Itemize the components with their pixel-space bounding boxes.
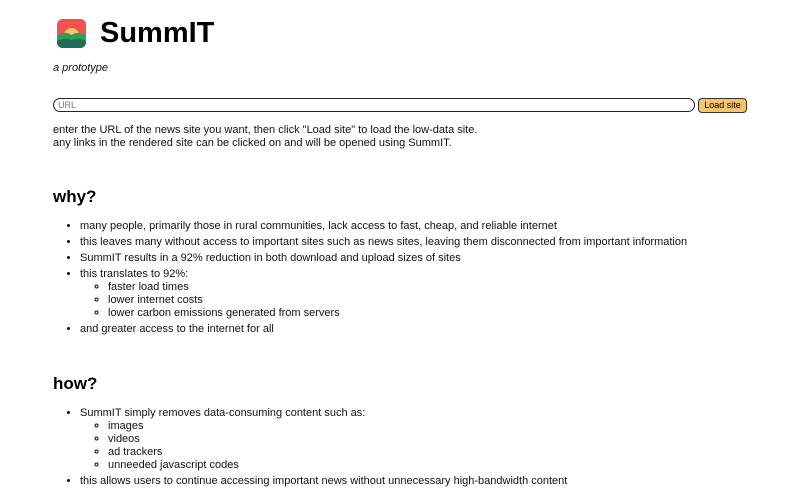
- instruction-line: enter the URL of the news site you want, then click "Load site" to load the low-data site.: [53, 124, 478, 136]
- how-sublist: [80, 420, 567, 472]
- why-sublist: [80, 281, 687, 320]
- sublist-item: ◦ ad trackers: [108, 446, 567, 459]
- why-list: [53, 220, 687, 339]
- list-item: • this allows users to continue accessing important news without unnecessary high-bandwidth content: [80, 475, 567, 488]
- how-heading: how?: [53, 374, 98, 393]
- sublist-item: ◦ lower carbon emissions generated from servers: [108, 307, 687, 320]
- sublist-item: ◦ unneeded javascript codes: [108, 459, 567, 472]
- list-item: • and greater access to the internet for all: [80, 323, 687, 336]
- load-site-button[interactable]: Load site: [698, 98, 747, 113]
- list-item-label: this translates to 92%:: [80, 268, 189, 280]
- header: [57, 17, 214, 49]
- list-item: [80, 268, 687, 320]
- sublist-item: ◦ faster load times: [108, 281, 687, 294]
- why-heading: why?: [53, 187, 97, 206]
- page-title: SummIT: [100, 17, 215, 49]
- list-item-label: SummIT simply removes data-consuming content such as:: [80, 407, 366, 419]
- instructions: [53, 124, 477, 149]
- instruction-line: any links in the rendered site can be clicked on and will be opened using SummIT.: [53, 136, 452, 149]
- sublist-item: ◦ videos: [108, 433, 567, 446]
- how-list: [53, 407, 567, 491]
- sublist-item: ◦ images: [108, 420, 567, 433]
- list-item: [80, 407, 567, 472]
- url-bar: [53, 98, 747, 112]
- list-item: • many people, primarily those in rural communities, lack access to fast, cheap, and reliable internet: [80, 220, 687, 233]
- list-item: • SummIT results in a 92% reduction in both download and upload sizes of sites: [80, 252, 687, 265]
- sublist-item: ◦ lower internet costs: [108, 294, 687, 307]
- url-input[interactable]: [53, 98, 695, 112]
- page-subtitle: a prototype: [53, 62, 109, 74]
- list-item: • this leaves many without access to important sites such as news sites, leaving them disconnected from important information: [80, 236, 687, 249]
- sunrise-logo-icon: [57, 19, 86, 48]
